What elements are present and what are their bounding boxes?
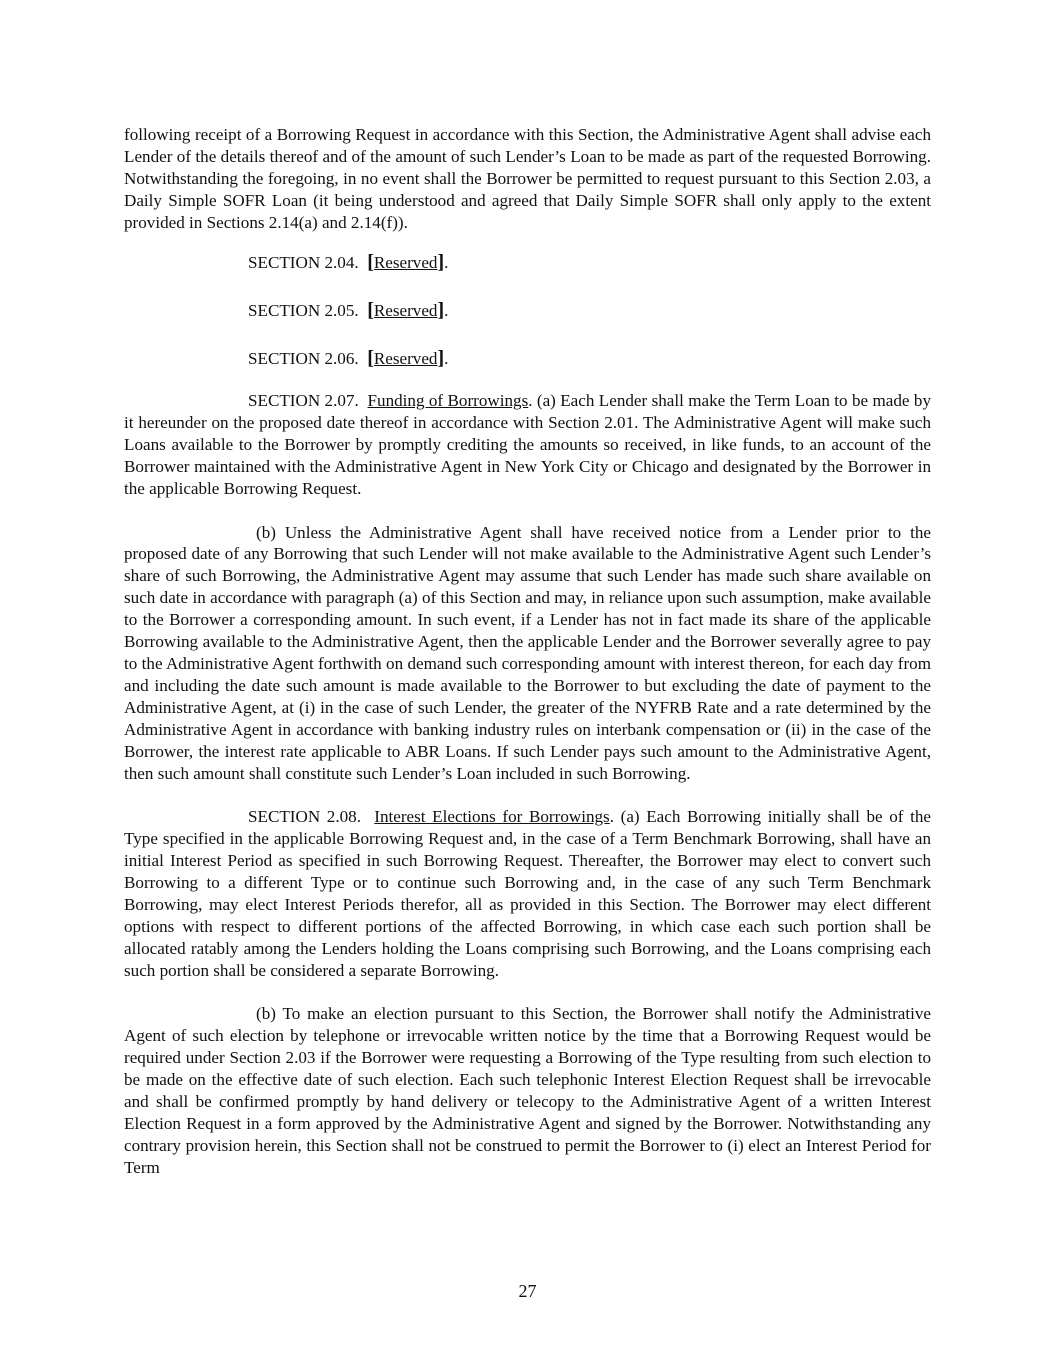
section-end-period: . [444,252,449,272]
section-body: . (a) Each Borrowing initially shall be of the Type specified in the applicable Borrowing Request and, in the case of a Term Benchmark Borrowing, shall have an initial Interest Period as specified in such Borrowing Request. Thereafter, the Borrower may elect to convert such Borrowing to a different Type or to continue such Borrowing and, in the case of any such Term Benchmark Borrowing, may elect Interest Periods therefor, all as provided in this Section. The Borrower may elect different options with respect to different portions of the affected Borrowing, in which case each such portion shall be allocated ratably among the Lenders holding the Loans comprising such Borrowing, and the Loans comprising each such portion shall be considered a separate Borrowing. [124,807,931,980]
reserved-label: Reserved [373,252,438,272]
section-number: SECTION 2.07. [248,391,359,411]
section-body: . (a) Each Lender shall make the Term Loan to be made by it hereunder on the proposed date thereof in accordance with Section 2.01. The Administrative Agent will make such Loans available to the Borrower by promptly crediting the amounts so received, in like funds, to an account of the Borrower maintained with the Administrative Agent in New York City or Chicago and designated by the Borrower in the applicable Borrowing Request. [124,391,931,498]
section-heading: Funding of Borrowings [367,391,529,411]
document-page [124,124,931,1179]
bracket-close: ] [437,347,445,370]
section-end-period: . [444,300,449,320]
section-2-04 [124,252,931,274]
reserved-label: Reserved [373,300,438,320]
section-2-06 [124,348,931,370]
section-2-08-paragraph-a [124,806,931,981]
section-number: SECTION 2.08. [248,807,361,827]
section-2-07-paragraph-a [124,390,931,500]
section-2-05 [124,300,931,322]
continuation-paragraph: following receipt of a Borrowing Request in accordance with this Section, the Administrative Agent shall advise each Lender of the details thereof and of the amount of such Lender’s Loan to be made as part of the requested Borrowing. Notwithstanding the foregoing, in no event shall the Borrower be permitted to request pursuant to this Section 2.03, a Daily Simple SOFR Loan (it being understood and agreed that Daily Simple SOFR shall only apply to the extent provided in Sections 2.14(a) and 2.14(f)). [124,125,931,232]
section-number: SECTION 2.05. [248,300,359,320]
section-number: SECTION 2.04. [248,252,359,272]
reserved-label: Reserved [373,349,438,369]
section-number: SECTION 2.06. [248,349,359,369]
section-heading: Interest Elections for Borrowings [374,807,610,827]
bracket-open: [ [367,250,374,273]
section-2-07-paragraph-b: (b) Unless the Administrative Agent shall have received notice from a Lender prior to the proposed date of any Borrowing that such Lender will not make available to the Administrative Agent such Lender’s share of such Borrowing, the Administrative Agent may assume that such Lender has made such share available on such date in accordance with paragraph (a) of this Section and may, in reliance upon such assumption, make available to the Borrower a corresponding amount. In such event, if a Lender has not in fact made its share of the applicable Borrowing available to the Administrative Agent, then the applicable Lender and the Borrower severally agree to pay to the Administrative Agent forthwith on demand such corresponding amount with interest thereon, for each day from and including the date such amount is made available to the Borrower to but excluding the date of payment to the Administrative Agent, at (i) in the case of such Lender, the greater of the NYFRB Rate and a rate determined by the Administrative Agent in accordance with banking industry rules on interbank compensation or (ii) in the case of the Borrower, the interest rate applicable to ABR Loans. If such Lender pays such amount to the Administrative Agent, then such amount shall constitute such Lender’s Loan included in such Borrowing. [124,522,931,783]
section-2-08-paragraph-b: (b) To make an election pursuant to this Section, the Borrower shall notify the Administrative Agent of such election by telephone or irrevocable written notice by the time that a Borrowing Request would be required under Section 2.03 if the Borrower were requesting a Borrowing of the Type resulting from such election to be made on the effective date of such election. Each such telephonic Interest Election Request shall be irrevocable and shall be confirmed promptly by hand delivery or telecopy to the Administrative Agent of a written Interest Election Request in a form approved by the Administrative Agent and signed by the Borrower. Notwithstanding any contrary provision herein, this Section shall not be construed to permit the Borrower to (i) elect an Interest Period for Term [124,1004,931,1177]
bracket-close: ] [437,298,445,321]
section-end-period: . [444,349,449,369]
bracket-open: [ [367,347,374,370]
bracket-open: [ [367,298,374,321]
page-number: 27 [518,1281,537,1301]
bracket-close: ] [437,250,445,273]
